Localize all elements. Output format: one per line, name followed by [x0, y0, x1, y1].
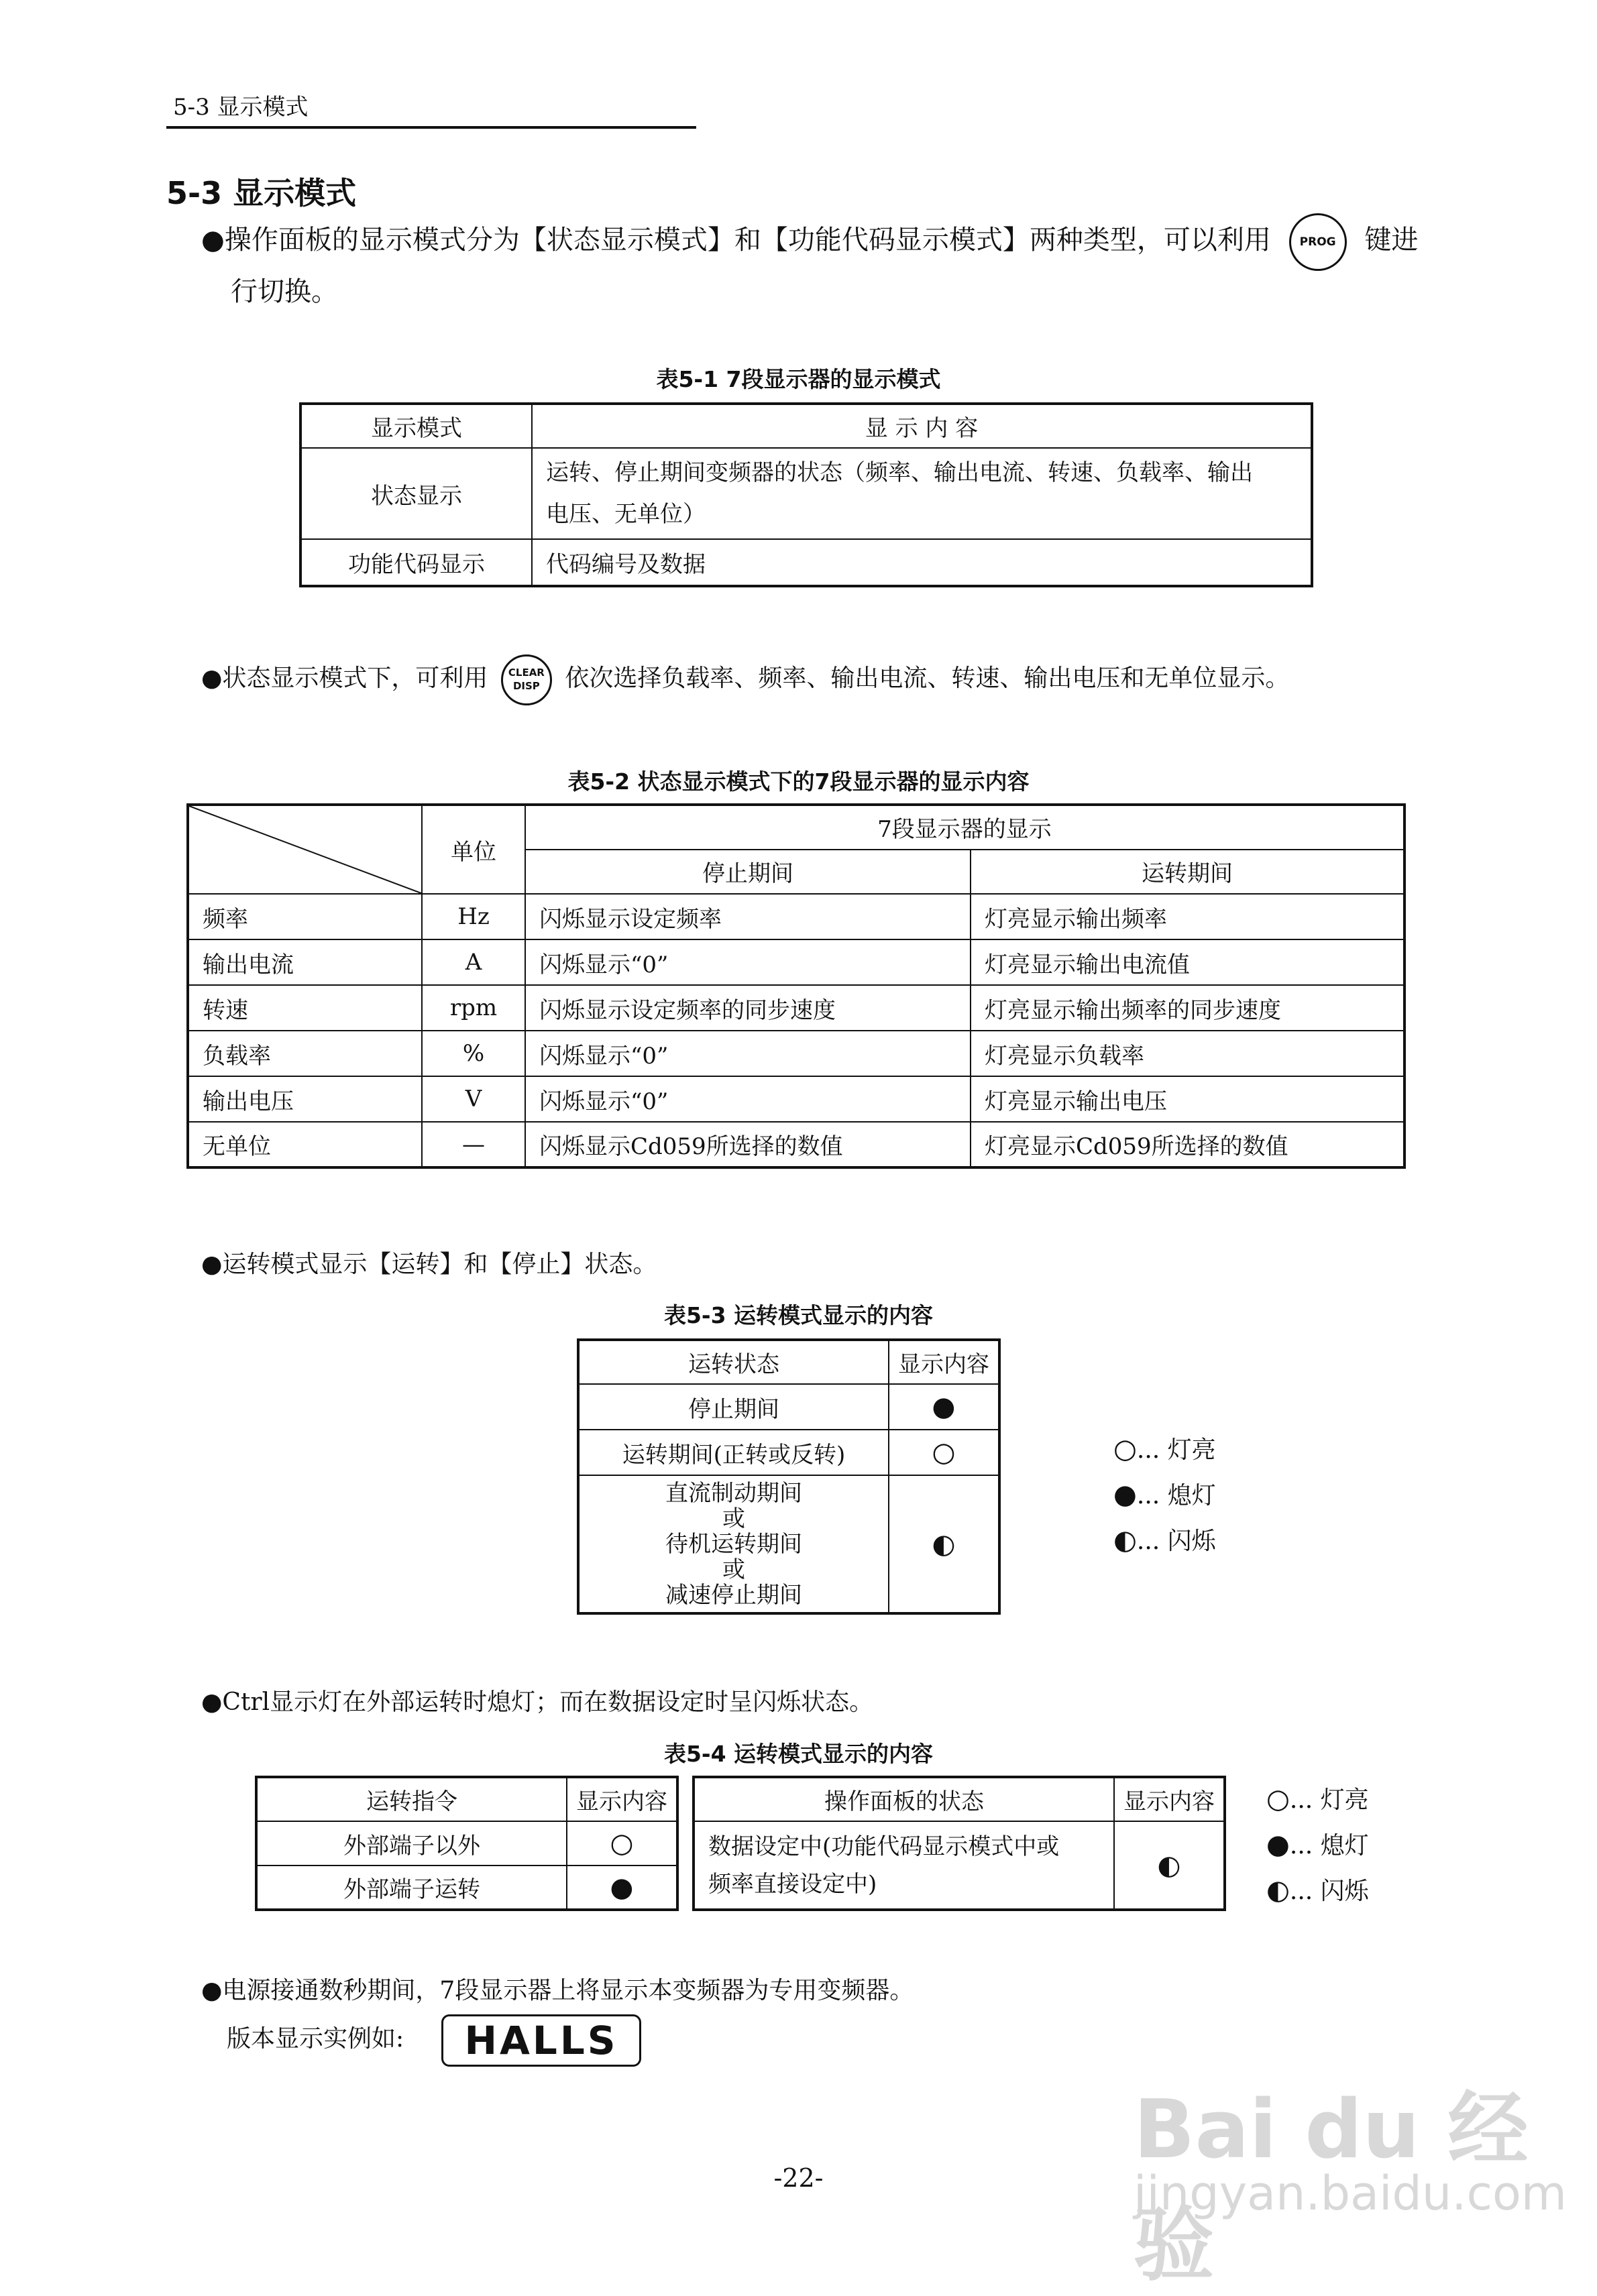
- table2-header-run: 运转期间: [971, 850, 1405, 895]
- table1-cell-mode: 状态显示: [300, 448, 532, 539]
- para-status-mode: [201, 654, 1289, 705]
- table2-run: 灯亮显示输出频率的同步速度: [971, 985, 1405, 1031]
- legend-item: [1113, 1427, 1216, 1473]
- table1-content-line1: 运转、停止期间变频器的状态（频率、输出电流、转速、负载率、输出: [546, 459, 1253, 486]
- running-header: 5-3 显示模式: [173, 94, 309, 121]
- half-circle-icon: ◐: [889, 1475, 999, 1613]
- table4-header-display: 显示内容: [567, 1777, 677, 1821]
- table3-header-state: 运转状态: [578, 1340, 889, 1384]
- open-circle-icon: ○: [1266, 1784, 1290, 1815]
- prog-key-icon: PROG: [1289, 213, 1347, 271]
- legend-2: [1266, 1777, 1369, 1914]
- table2-stop: 闪烁显示设定频率的同步速度: [525, 985, 971, 1031]
- para2-text-2: 依次选择负载率、频率、输出电流、转速、输出电压和无单位显示。: [565, 665, 1290, 692]
- table4-cmd: 外部端子运转: [256, 1866, 567, 1910]
- intro-paragraph: [201, 213, 1422, 312]
- table2-run: 灯亮显示负载率: [971, 1031, 1405, 1076]
- section-title: 5-3 显示模式: [166, 175, 357, 211]
- baidu-watermark-url: jingyan.baidu.com: [1134, 2166, 1567, 2221]
- table2-unit: Hz: [422, 894, 525, 939]
- table2-stop: 闪烁显示Cd059所选择的数值: [525, 1122, 971, 1167]
- table1-cell-content: [532, 448, 1312, 539]
- table2: [186, 803, 1406, 1169]
- table3-state: 停止期间: [578, 1384, 889, 1430]
- legend-text: ... 熄灯: [1136, 1482, 1216, 1509]
- table2-run: 灯亮显示输出频率: [971, 894, 1405, 939]
- state-line: 或: [722, 1505, 745, 1532]
- table3-state: 运转期间(正转或反转): [578, 1430, 889, 1475]
- table4-cmd: 外部端子以外: [256, 1821, 567, 1866]
- panel-state-line1: 数据设定中(功能代码显示模式中或: [708, 1833, 1060, 1860]
- half-circle-icon: ◐: [1266, 1875, 1290, 1906]
- legend-text: ... 闪烁: [1289, 1878, 1369, 1905]
- state-line: 或: [722, 1556, 745, 1583]
- open-circle-icon: ○: [567, 1821, 677, 1866]
- table4-panel-state: [694, 1821, 1114, 1910]
- table2-header-unit: 单位: [422, 805, 525, 894]
- table4-caption: 表5-4 运转模式显示的内容: [663, 1741, 934, 1767]
- legend-item: [1266, 1823, 1369, 1868]
- table2-item: 输出电压: [188, 1076, 422, 1122]
- table2-item: 输出电流: [188, 939, 422, 985]
- table4-header-cmd: 运转指令: [256, 1777, 567, 1821]
- half-circle-icon: ◐: [1114, 1821, 1225, 1910]
- table2-run: 灯亮显示输出电流值: [971, 939, 1405, 985]
- filled-circle-icon: ●: [889, 1384, 999, 1430]
- intro-text-3: 行切换。: [231, 276, 338, 307]
- para-ctrl-lamp: ●Ctrl显示灯在外部运转时熄灯；而在数据设定时呈闪烁状态。: [201, 1688, 874, 1716]
- table1-header-content: 显 示 内 容: [532, 404, 1312, 448]
- legend-item: [1266, 1777, 1369, 1823]
- legend-text: ... 闪烁: [1136, 1528, 1216, 1555]
- table3-caption: 表5-3 运转模式显示的内容: [663, 1302, 934, 1328]
- legend-item: [1113, 1518, 1216, 1564]
- table2-run: 灯亮显示Cd059所选择的数值: [971, 1122, 1405, 1167]
- diagonal-line: [189, 806, 421, 893]
- table1-caption: 表5-1 7段显示器的显示模式: [656, 366, 941, 392]
- table4-left: [255, 1776, 679, 1911]
- table1-header-mode: 显示模式: [300, 404, 532, 448]
- table2-stop: 闪烁显示“0”: [525, 1076, 971, 1122]
- disp-key-label: DISP: [512, 680, 540, 692]
- table2-item: 频率: [188, 894, 422, 939]
- para-run-mode: ●运转模式显示【运转】和【停止】状态。: [201, 1251, 657, 1278]
- table2-header-stop: 停止期间: [525, 850, 971, 895]
- filled-circle-icon: ●: [567, 1866, 677, 1910]
- table2-item: 负载率: [188, 1031, 422, 1076]
- table2-item: 无单位: [188, 1122, 422, 1167]
- version-display: HALLS: [441, 2014, 641, 2067]
- open-circle-icon: ○: [889, 1430, 999, 1475]
- baidu-watermark-logo: Bai du 经验: [1134, 2083, 1529, 2292]
- table4-header-display: 显示内容: [1114, 1777, 1225, 1821]
- table2-header-group: 7段显示器的显示: [525, 805, 1405, 850]
- table2-unit: —: [422, 1122, 525, 1167]
- legend-1: [1113, 1427, 1216, 1564]
- clear-disp-key-icon: [501, 654, 552, 705]
- page-number: -22-: [773, 2163, 824, 2193]
- version-label: 版本显示实例如:: [227, 2025, 404, 2053]
- table2-stop: 闪烁显示设定频率: [525, 894, 971, 939]
- state-line: 减速停止期间: [665, 1581, 802, 1609]
- para2-text-1: ●状态显示模式下，可利用: [201, 665, 488, 692]
- table1-cell-mode: 功能代码显示: [300, 539, 532, 586]
- legend-item: [1113, 1473, 1216, 1518]
- table2-run: 灯亮显示输出电压: [971, 1076, 1405, 1122]
- table2-unit: %: [422, 1031, 525, 1076]
- filled-circle-icon: ●: [1113, 1479, 1137, 1510]
- table1: [299, 402, 1313, 587]
- table2-unit: V: [422, 1076, 525, 1122]
- table2-item: 转速: [188, 985, 422, 1031]
- table2-stop: 闪烁显示“0”: [525, 1031, 971, 1076]
- table2-unit: A: [422, 939, 525, 985]
- legend-text: ... 灯亮: [1136, 1436, 1216, 1464]
- table1-cell-content: 代码编号及数据: [532, 539, 1312, 586]
- table2-caption: 表5-2 状态显示模式下的7段显示器的显示内容: [567, 768, 1030, 795]
- header-rule: [166, 126, 696, 129]
- panel-state-line2: 频率直接设定中): [708, 1870, 877, 1898]
- legend-text: ... 灯亮: [1289, 1786, 1369, 1814]
- table3: [577, 1338, 1001, 1615]
- legend-text: ... 熄灯: [1289, 1832, 1369, 1859]
- table2-diagonal-corner: [188, 805, 422, 894]
- filled-circle-icon: ●: [1266, 1829, 1290, 1860]
- table4-header-panel-state: 操作面板的状态: [694, 1777, 1114, 1821]
- legend-item: [1266, 1868, 1369, 1914]
- half-circle-icon: ◐: [1113, 1525, 1137, 1556]
- table2-unit: rpm: [422, 985, 525, 1031]
- clear-key-label: CLEAR: [508, 667, 545, 679]
- table1-content-line2: 电压、无单位）: [546, 501, 706, 528]
- intro-text-1: ●操作面板的显示模式分为【状态显示模式】和【功能代码显示模式】两种类型，可以利用: [201, 225, 1271, 255]
- table3-state-multi: [578, 1475, 889, 1613]
- state-line: 待机运转期间: [665, 1530, 802, 1558]
- table3-header-display: 显示内容: [889, 1340, 999, 1384]
- table4-right: [692, 1776, 1226, 1911]
- open-circle-icon: ○: [1113, 1434, 1137, 1465]
- table2-stop: 闪烁显示“0”: [525, 939, 971, 985]
- intro-text-2: 键进: [1364, 225, 1419, 255]
- para-power-on: ●电源接通数秒期间，7段显示器上将显示本变频器为专用变频器。: [201, 1977, 914, 2004]
- state-line: 直流制动期间: [665, 1479, 802, 1507]
